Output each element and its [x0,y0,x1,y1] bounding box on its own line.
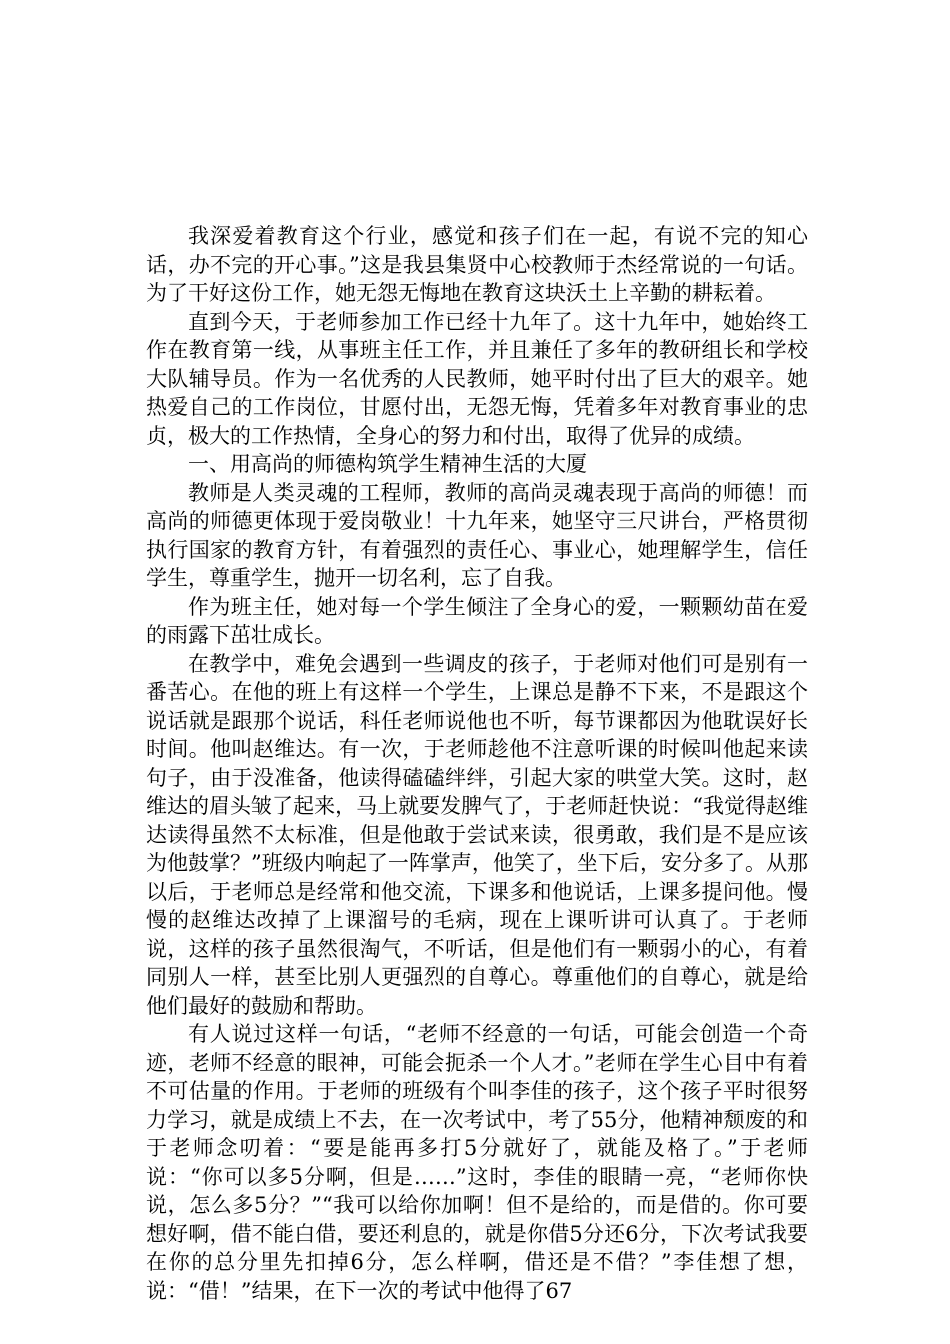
paragraph-li-jia: 有人说过这样一句话，“老师不经意的一句话，可能会创造一个奇迹，老师不经意的眼神，可能会扼杀一个人才。”老师在学生心目中有着不可估量的作用。于老师的班级有个叫李佳的孩子，这个孩子平时很努力学习，就是成绩上不去，在一次考试中，考了55分，他精神颓废的和于老师念叨着：“要是能再多打5分就好了，就能及格了。”于老师说：“你可以多5分啊，但是……”这时，李佳的眼睛一亮，“老师你快说，怎么多5分？”“我可以给你加啊！但不是给的，而是借的。你可要想好啊，借不能白借，要还利息的，就是你借5分还6分，下次考试我要在你的总分里先扣掉6分，怎么样啊，借还是不借？”李佳想了想，说：“借！”结果，在下一次的考试中他得了67 [146,1022,808,1303]
paragraph-head-teacher: 作为班主任，她对每一个学生倾注了全身心的爱，一颗颗幼苗在爱的雨露下茁壮成长。 [146,594,808,647]
section-heading: 一、用高尚的师德构筑学生精神生活的大厦 [188,452,587,476]
paragraph-zhao-weida: 在教学中，难免会遇到一些调皮的孩子，于老师对他们可是别有一番苦心。在他的班上有这样一个学生，上课总是静不下来，不是跟这个说话就是跟那个说话，科任老师说他也不听，每节课都因为他耽误好长时间。他叫赵维达。有一次，于老师趁他不注意听课的时候叫他起来读句子，由于没准备，他读得磕磕绊绊，引起大家的哄堂大笑。这时，赵维达的眉头皱了起来，马上就要发脾气了，于老师赶快说：“我觉得赵维达读得虽然不太标准，但是他敢于尝试来读，很勇敢，我们是不是应该为他鼓掌？”班级内响起了一阵掌声，他笑了，坐下后，安分多了。从那以后，于老师总是经常和他交流，下课多和他说话，上课多提问他。慢慢的赵维达改掉了上课溜号的毛病，现在上课听讲可认真了。于老师说，这样的孩子虽然很淘气，不听话，但是他们有一颗弱小的心，有着同别人一样，甚至比别人更强烈的自尊心。尊重他们的自尊心，就是给他们最好的鼓励和帮助。 [146,651,808,1018]
paragraph-ethics: 教师是人类灵魂的工程师，教师的高尚灵魂表现于高尚的师德！而高尚的师德更体现于爱岗敬业！十九年来，她坚守三尺讲台，严格贯彻执行国家的教育方针，有着强烈的责任心、事业心，她理解学生，信任学生，尊重学生，抛开一切名利，忘了自我。 [146,480,808,590]
paragraph-intro: 我深爱着教育这个行业，感觉和孩子们在一起，有说不完的知心话，办不完的开心事。”这是我县集贤中心校教师于杰经常说的一句话。为了干好这份工作，她无怨无悔地在教育这块沃土上辛勤的耕耘着。 [146,224,808,305]
document-body [146,222,808,1305]
paragraph-career: 直到今天，于老师参加工作已经十九年了。这十九年中，她始终工作在教育第一线，从事班主任工作，并且兼任了多年的教研组长和学校大队辅导员。作为一名优秀的人民教师，她平时付出了巨大的艰辛。她热爱自己的工作岗位，甘愿付出，无怨无悔，凭着多年对教育事业的忠贞，极大的工作热情，全身心的努力和付出，取得了优异的成绩。 [146,309,808,448]
